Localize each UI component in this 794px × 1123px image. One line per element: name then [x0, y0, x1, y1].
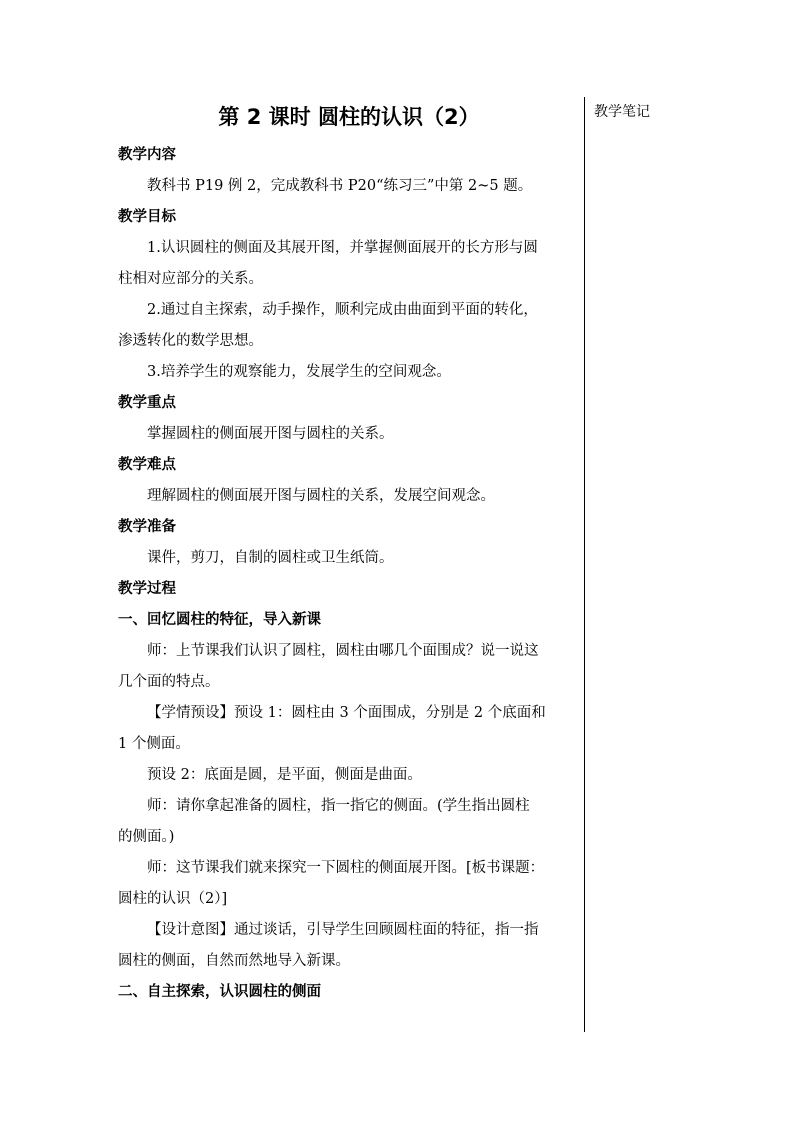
content-text: 教科书 P19 例 2，完成教科书 P20“练习三”中第 2~5 题。 — [147, 178, 533, 194]
section-heading-difficulties: 教学难点 — [118, 457, 176, 473]
part-1-p5-line-2: 圆柱的认识（2）] — [118, 891, 228, 907]
part-1-p4-line-1: 师：请你拿起准备的圆柱，指一指它的侧面。(学生指出圆柱 — [147, 798, 530, 814]
part-2-heading: 二、自主探索，认识圆柱的侧面 — [118, 984, 321, 1000]
goal-1-line-1: 1.认识圆柱的侧面及其展开图，并掌握侧面展开的长方形与圆 — [147, 240, 538, 256]
part-1-p5-line-1: 师：这节课我们就来探究一下圆柱的侧面展开图。[板书课题： — [147, 860, 545, 876]
section-heading-goals: 教学目标 — [118, 209, 176, 225]
part-1-heading: 一、回忆圆柱的特征，导入新课 — [118, 612, 321, 628]
part-1-p2-line-2: 1 个侧面。 — [118, 736, 190, 752]
notes-column-divider — [584, 97, 585, 1032]
difficulties-text: 理解圆柱的侧面展开图与圆柱的关系，发展空间观念。 — [147, 488, 495, 504]
preparation-text: 课件，剪刀，自制的圆柱或卫生纸筒。 — [147, 550, 394, 566]
goal-1-line-2: 柱相对应部分的关系。 — [118, 271, 263, 287]
part-1-p6-line-2: 圆柱的侧面，自然而然地导入新课。 — [118, 953, 350, 969]
key-points-text: 掌握圆柱的侧面展开图与圆柱的关系。 — [147, 426, 394, 442]
goal-3-line-1: 3.培养学生的观察能力，发展学生的空间观念。 — [147, 364, 451, 380]
section-heading-key-points: 教学重点 — [118, 395, 176, 411]
section-heading-preparation: 教学准备 — [118, 519, 176, 535]
notes-column-label: 教学笔记 — [594, 104, 650, 120]
part-1-p3: 预设 2：底面是圆，是平面，侧面是曲面。 — [147, 767, 422, 783]
part-1-p1-line-1: 师：上节课我们认识了圆柱，圆柱由哪几个面围成？说一说这 — [147, 643, 539, 659]
part-1-p2-line-1: 【学情预设】预设 1：圆柱由 3 个面围成，分别是 2 个底面和 — [147, 705, 546, 721]
goal-2-line-2: 渗透转化的数学思想。 — [118, 333, 263, 349]
part-1-p6-line-1: 【设计意图】通过谈话，引导学生回顾圆柱面的特征，指一指 — [147, 922, 539, 938]
lesson-plan-body — [118, 100, 580, 1008]
section-heading-content: 教学内容 — [118, 147, 176, 163]
page-title: 第 2 课时 圆柱的认识（2） — [218, 105, 480, 129]
part-1-p4-line-2: 的侧面。) — [118, 829, 175, 845]
goal-2-line-1: 2.通过自主探索，动手操作，顺利完成由曲面到平面的转化， — [147, 302, 538, 318]
section-heading-process: 教学过程 — [118, 581, 176, 597]
part-1-p1-line-2: 几个面的特点。 — [118, 674, 220, 690]
